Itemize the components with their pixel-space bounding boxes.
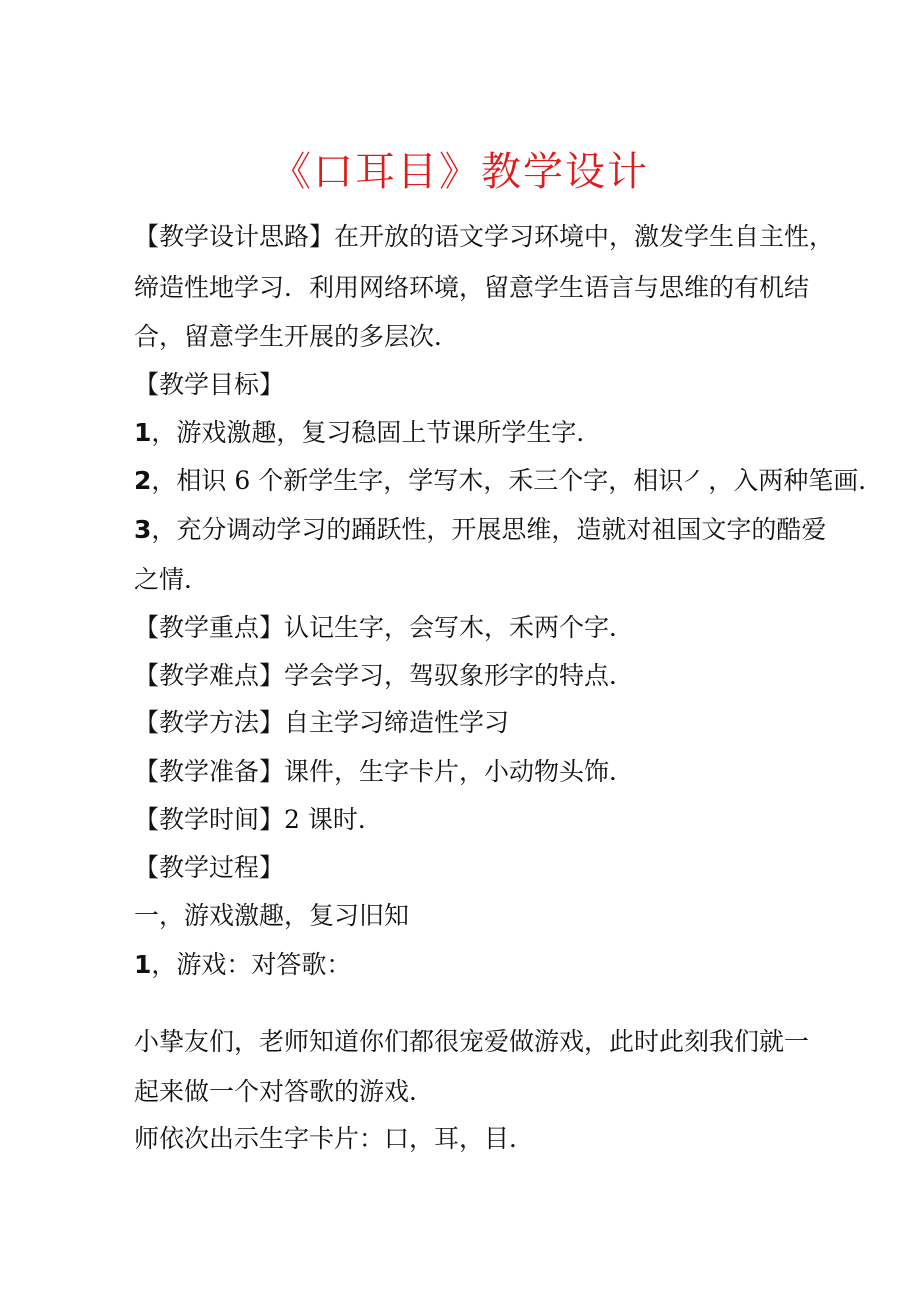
list-number: 1 [134,418,152,447]
list-number: 1 [134,950,152,979]
goal-item-3-line-1: 3，充分调动学习的踊跃性，开展思维，造就对祖国文字的酷爱 [134,515,827,544]
process-substep-1: 1，游戏：对答歌： [134,950,352,979]
paragraph-design-idea-line-1: 【教学设计思路】在开放的语文学习环境中，激发学生自主性， [134,222,835,251]
document-title: 《口耳目》教学设计 [271,149,649,195]
goal-item-1: 1，游戏激趣，复习稳固上节课所学生字． [134,418,602,447]
goal-item-3-line-2: 之情． [134,565,210,594]
list-number: 3 [134,515,152,544]
goal-item-2: 2，相识 6 个新学生字，学写木，禾三个字，相识㇒，入两种笔画． [134,466,884,495]
paragraph-game-intro-line-1: 小挚友们，老师知道你们都很宠爱做游戏，此时此刻我们就一 [134,1027,810,1056]
section-preparation: 【教学准备】课件，生字卡片，小动物头饰． [134,757,635,786]
section-difficulties: 【教学难点】学会学习，驾驭象形字的特点． [134,661,635,690]
paragraph-cards: 师依次出示生字卡片：口，耳，目． [134,1124,535,1153]
heading-teaching-goals: 【教学目标】 [134,370,285,399]
process-step-1: 一，游戏激趣，复习旧知 [134,901,410,930]
section-methods: 【教学方法】自主学习缔造性学习 [134,708,510,737]
section-time: 【教学时间】2 课时． [134,805,383,834]
paragraph-design-idea-line-2: 缔造性地学习．利用网络环境，留意学生语言与思维的有机结 [134,273,810,302]
paragraph-game-intro-line-2: 起来做一个对答歌的游戏． [134,1077,435,1106]
section-key-points: 【教学重点】认记生字，会写木，禾两个字． [134,613,635,642]
heading-teaching-process: 【教学过程】 [134,853,285,882]
list-number: 2 [134,466,152,495]
paragraph-design-idea-line-3: 合，留意学生开展的多层次． [134,322,460,351]
